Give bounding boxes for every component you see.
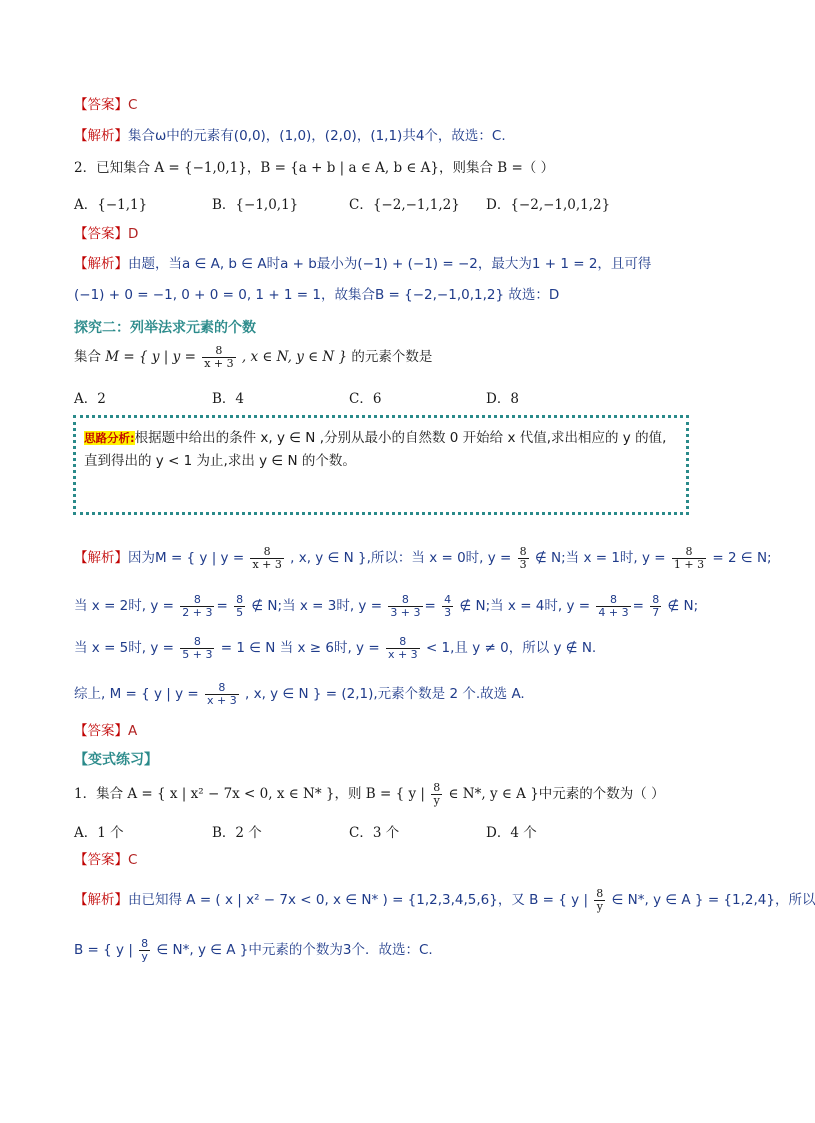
fraction: $\frac{8}{x + 3}$: [207, 680, 237, 707]
s2d: ∉ N;: [667, 598, 699, 614]
variant-analysis-2: [74, 934, 433, 966]
variant-analysis-1: [74, 884, 815, 916]
analysis-text: 由题，当a ∈ A, b ∈ A时a + b最小为(−1) + (−1) = −2，最大为1 + 1 = 2，且可得: [128, 256, 652, 272]
an-a: 由已知得 A = ( x | x² − 7x < 0, x ∈ N* ) = {1,2,3,4,5,6}，又 B = { y |: [128, 892, 588, 908]
option-a: A．{−1,1}: [74, 197, 148, 213]
section-title: 探究二：列举法求元素的个数: [74, 320, 256, 336]
answer-tag: 【答案】: [74, 723, 128, 739]
hint-label: 思路分析:: [84, 431, 135, 445]
answer-line-2: [74, 224, 138, 244]
fraction: $\frac{8}{x + 3}$: [387, 634, 418, 661]
option-a: A．2: [74, 391, 106, 407]
solution-line-4: [74, 678, 525, 710]
fraction: $\frac{8}{4 + 3}$: [598, 592, 629, 619]
fraction: $\frac{8}{y}$: [433, 781, 441, 807]
answer-value: D: [128, 226, 139, 242]
option-c: C．3 个: [349, 825, 400, 841]
solution-line-2: 当 x = 2时, y = $\frac{8}{2 + 3}$ = $\frac{8}{5}$ ∉ N;当 x = 3时, y = $\frac{8}{3 + 3}$ = $\frac{4}{3}$ ∉ N;当 x = 4时, y = $\frac{8}{4 + 3}$ = $\frac{8}{7}$ ∉ N;: [74, 592, 699, 619]
s1d: = 2 ∈ N;: [712, 550, 772, 566]
s4a: 综上, M = { y | y =: [74, 686, 199, 702]
analysis-line-2: [74, 254, 651, 274]
variant-stem: [74, 778, 665, 810]
option-b: B．{−1,0,1}: [212, 197, 299, 213]
s1a: 因为M = { y | y =: [128, 550, 245, 566]
stem-set-pre: M = { y | y =: [105, 349, 196, 365]
answer-value: C: [128, 97, 138, 113]
solution-tag: 【解析】: [74, 550, 128, 566]
answer-tag: 【答案】: [74, 226, 128, 242]
s3a: 当 x = 5时, y =: [74, 640, 174, 656]
option-d: D．{−2,−1,0,1,2}: [486, 197, 611, 213]
analysis-tag: 【解析】: [74, 256, 128, 272]
s2b: ∉ N;当 x = 3时, y =: [251, 598, 383, 614]
fraction: $\frac{8}{3 + 3}$: [390, 592, 421, 619]
analysis-text: 集合ω中的元素有(0,0)，(1,0)，(2,0)，(1,1)共4个，故选：C.: [128, 128, 506, 144]
fraction: $\frac{8}{2 + 3}$: [182, 592, 213, 619]
answer-tag: 【答案】: [74, 852, 128, 868]
s4b: , x, y ∈ N } = (2,1),元素个数是 2 个.故选 A.: [245, 686, 525, 702]
option-b: B．4: [212, 391, 245, 407]
answer-line-4: [74, 850, 137, 870]
an-b: ∈ N*, y ∈ A } = {1,2,4}，所以: [611, 892, 815, 908]
s3b: = 1 ∈ N 当 x ≥ 6时, y =: [220, 640, 380, 656]
solution-line-3: [74, 632, 596, 664]
analysis-tag: 【解析】: [74, 892, 128, 908]
question-2-stem: 2．已知集合 A = {−1,0,1}，B = {a + b | a ∈ A, b ∈ A}，则集合 B =（ ）: [74, 160, 555, 176]
option-b: B．2 个: [212, 825, 262, 841]
option-d: D．8: [486, 391, 519, 407]
option-a: A．1 个: [74, 825, 124, 841]
analysis-tag: 【解析】: [74, 128, 128, 144]
fraction: $\frac{8}{5 + 3}$: [182, 634, 213, 661]
option-c: C．6: [349, 391, 382, 407]
variant-stem-b: ∈ N*, y ∈ A }中元素的个数为（ ）: [448, 786, 665, 802]
fraction: $\frac{8}{7}$: [652, 592, 660, 619]
an2-a: B = { y |: [74, 942, 133, 958]
frac-den: x + 3: [204, 357, 234, 370]
s2a: 当 x = 2时, y =: [74, 598, 174, 614]
hint-line-1: [84, 428, 666, 448]
answer-line-1: [74, 95, 137, 115]
answer-value: A: [128, 723, 138, 739]
s1b: , x, y ∈ N },所以：当 x = 0时, y =: [290, 550, 512, 566]
answer-tag: 【答案】: [74, 97, 128, 113]
fraction: $\frac{8}{5}$: [236, 592, 244, 619]
fraction: $\frac{8}{3}$: [519, 545, 527, 571]
option-d: D．4 个: [486, 825, 537, 841]
fraction: $\frac{8}{1 + 3}$: [673, 545, 705, 571]
s3c: < 1,且 y ≠ 0，所以 y ∉ N.: [425, 640, 597, 656]
answer-line-3: [74, 721, 137, 741]
s2c: ∉ N;当 x = 4时, y =: [459, 598, 591, 614]
s1c: ∉ N;当 x = 1时, y =: [534, 550, 666, 566]
stem-set-post: , x ∈ N, y ∈ N }: [241, 349, 348, 365]
hint-line-2: 直到得出的 y < 1 为止,求出 y ∈ N 的个数。: [84, 453, 356, 469]
fraction: $\frac{8}{x + 3}$: [252, 545, 282, 571]
analysis-line-1: [74, 126, 506, 146]
variant-title: 【变式练习】: [74, 752, 158, 768]
stem-fraction: [202, 345, 235, 370]
fraction: $\frac{4}{3}$: [444, 592, 452, 619]
fraction: $\frac{8}{y}$: [596, 887, 604, 913]
analysis-line-2b: (−1) + 0 = −1, 0 + 0 = 0, 1 + 1 = 1，故集合B = {−2,−1,0,1,2} 故选：D: [74, 287, 560, 303]
solution-line-1: [74, 542, 772, 574]
option-c: C．{−2,−1,1,2}: [349, 197, 460, 213]
section-stem: [74, 340, 432, 374]
variant-stem-a: 1．集合 A = { x | x² − 7x < 0, x ∈ N* }，则 B = { y |: [74, 786, 425, 802]
frac-num: 8: [215, 344, 223, 357]
hint-text-1: 根据题中给出的条件 x, y ∈ N ,分别从最小的自然数 0 开始给 x 代值,求出相应的 y 的值,: [134, 430, 667, 446]
answer-value: C: [128, 852, 138, 868]
an2-b: ∈ N*, y ∈ A }中元素的个数为3个．故选：C.: [156, 942, 433, 958]
stem-prefix: 集合: [74, 349, 101, 365]
stem-suffix: 的元素个数是: [351, 349, 433, 365]
fraction: $\frac{8}{y}$: [141, 936, 149, 963]
